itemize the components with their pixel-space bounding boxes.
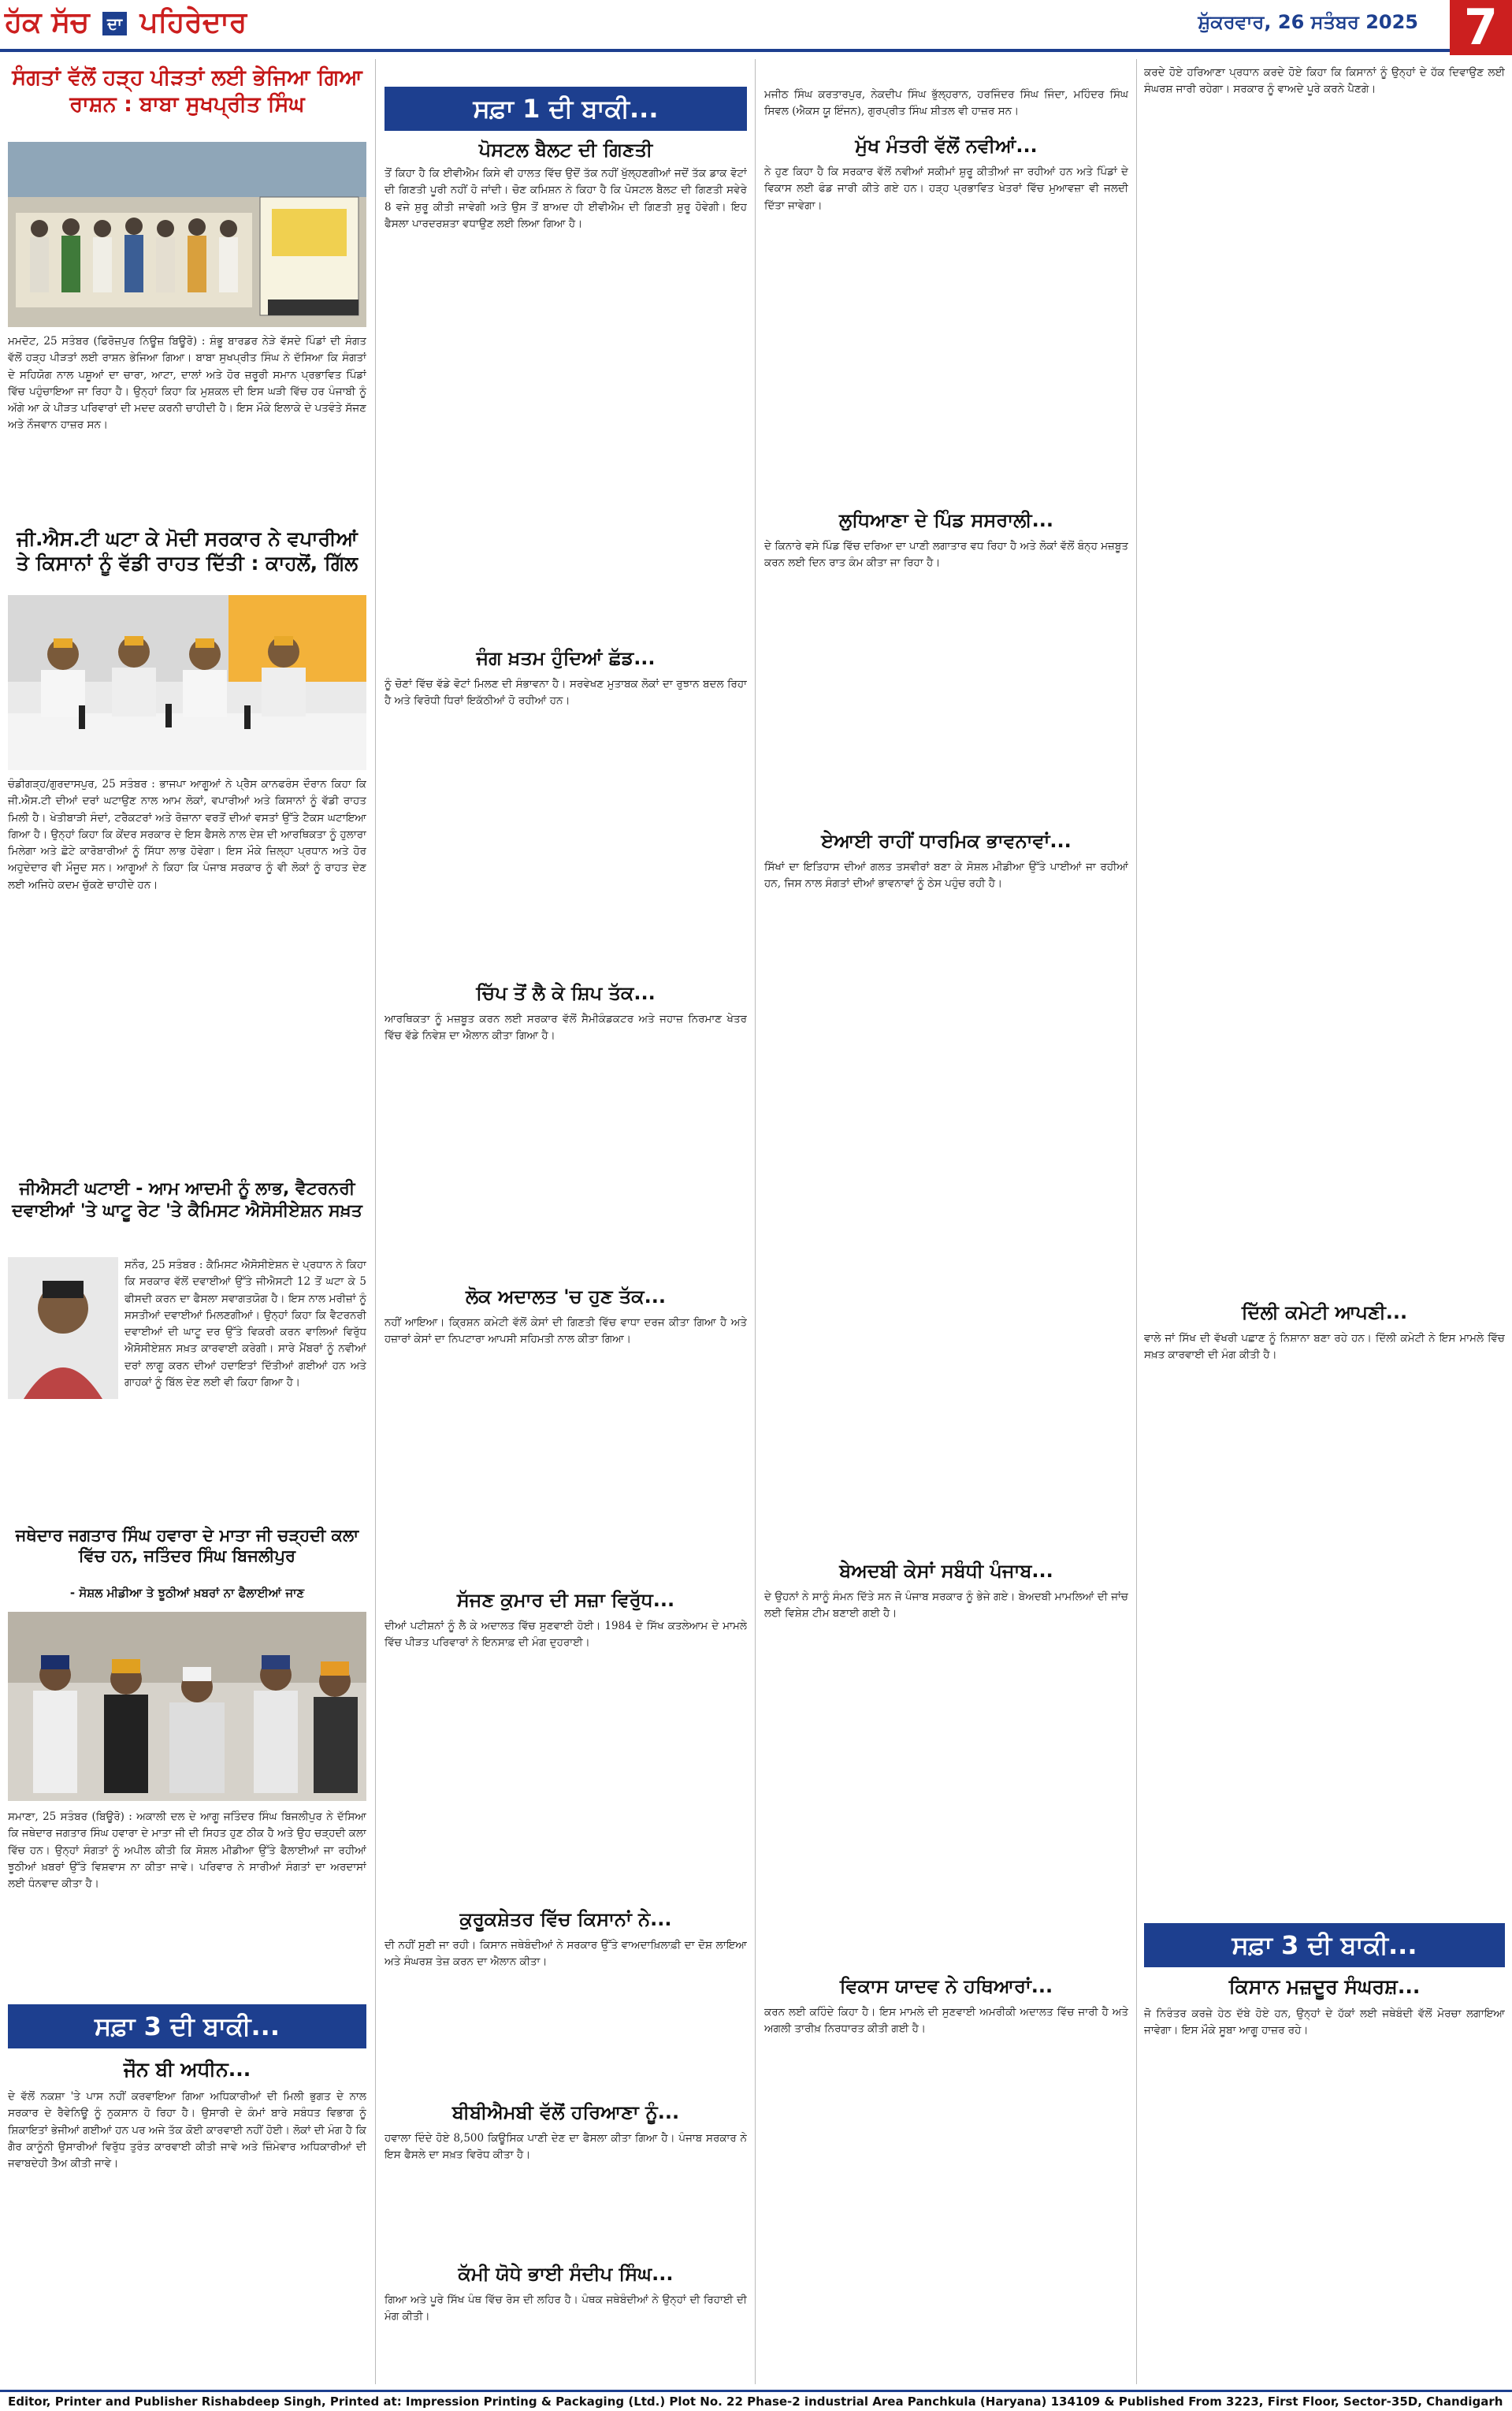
- continued-banner: ਸਫ਼ਾ 3 ਦੀ ਬਾਕੀ...: [1144, 1923, 1505, 1967]
- headline: ਸੰਗਤਾਂ ਵੱਲੋਂ ਹੜ੍ਹ ਪੀੜਤਾਂ ਲਈ ਭੇਜਿਆ ਗਿਆ ਰਾਸ਼ਨ : ਬਾਬਾ ਸੁਖਪ੍ਰੀਤ ਸਿੰਘ: [12, 65, 362, 117]
- subheadline: - ਸੋਸ਼ਲ ਮੀਡੀਆ ਤੇ ਝੂਠੀਆਂ ਖ਼ਬਰਾਂ ਨਾ ਫੈਲਾਈਆਂ ਜਾਣ: [69, 1586, 305, 1600]
- article-body: ਦੇ ਕਿਨਾਰੇ ਵਸੇ ਪਿੰਡ ਵਿੱਚ ਦਰਿਆ ਦਾ ਪਾਣੀ ਲਗਾਤਾਰ ਵਧ ਰਿਹਾ ਹੈ ਅਤੇ ਲੋਕਾਂ ਵੱਲੋਂ ਬੰਨ੍ਹ ਮਜ਼ਬੂਤ ਕਰਨ ਲਈ ਦਿਨ ਰਾਤ ਕੰਮ ਕੀਤਾ ਜਾ ਰਿਹਾ ਹੈ।: [764, 540, 1128, 570]
- headline: ਬੇਅਦਬੀ ਕੇਸਾਂ ਸਬੰਧੀ ਪੰਜਾਬ...: [839, 1560, 1053, 1582]
- headline: ਕੁਰੂਕਸ਼ੇਤਰ ਵਿੱਚ ਕਿਸਾਨਾਂ ਨੇ...: [459, 1908, 672, 1930]
- article-body: ਜੋ ਨਿਰੰਤਰ ਕਰਜ਼ੇ ਹੇਠ ਦੱਬੇ ਹੋਏ ਹਨ, ਉਨ੍ਹਾਂ ਦੇ ਹੱਕਾਂ ਲਈ ਜਥੇਬੰਦੀ ਵੱਲੋਂ ਮੋਰਚਾ ਲਗਾਇਆ ਜਾਵੇਗਾ। ਇਸ ਮੌਕੇ ਸੂਬਾ ਆਗੂ ਹਾਜ਼ਰ ਰਹੇ।: [1144, 2007, 1505, 2037]
- article-body: ਨੂੰ ਚੋਣਾਂ ਵਿੱਚ ਵੱਡੇ ਵੋਟਾਂ ਮਿਲਣ ਦੀ ਸੰਭਾਵਨਾ ਹੈ। ਸਰਵੇਖਣ ਮੁਤਾਬਕ ਲੋਕਾਂ ਦਾ ਰੁਝਾਨ ਬਦਲ ਰਿਹਾ ਹੈ ਅਤੇ ਵਿਰੋਧੀ ਧਿਰਾਂ ਇਕੱਠੀਆਂ ਹੋ ਰਹੀਆਂ ਹਨ।: [385, 678, 747, 708]
- newspaper-logo: [5, 5, 247, 41]
- article-body: ਸਮਾਣਾ, 25 ਸਤੰਬਰ (ਬਿਊਰੋ) : ਅਕਾਲੀ ਦਲ ਦੇ ਆਗੂ ਜਤਿੰਦਰ ਸਿੰਘ ਬਿਜਲੀਪੁਰ ਨੇ ਦੱਸਿਆ ਕਿ ਜਥੇਦਾਰ ਜਗਤਾਰ ਸਿੰਘ ਹਵਾਰਾ ਦੇ ਮਾਤਾ ਜੀ ਦੀ ਸਿਹਤ ਹੁਣ ਠੀਕ ਹੈ ਅਤੇ ਉਹ ਚੜ੍ਹਦੀ ਕਲਾ ਵਿੱਚ ਹਨ। ਉਨ੍ਹਾਂ ਸੰਗਤਾਂ ਨੂੰ ਅਪੀਲ ਕੀਤੀ ਕਿ ਸੋਸ਼ਲ ਮੀਡੀਆ ਉੱਤੇ ਫੈਲਾਈਆਂ ਜਾ ਰਹੀਆਂ ਝੂਠੀਆਂ ਖ਼ਬਰਾਂ ਉੱਤੇ ਵਿਸ਼ਵਾਸ ਨਾ ਕੀਤਾ ਜਾਵੇ। ਪਰਿਵਾਰ ਨੇ ਸਾਰੀਆਂ ਸੰਗਤਾਂ ਦਾ ਅਰਦਾਸਾਂ ਲਈ ਧੰਨਵਾਦ ਕੀਤਾ ਹੈ।: [8, 1810, 366, 1891]
- logo-text-2: ਦਾ: [102, 12, 127, 35]
- column-divider: [755, 59, 756, 2384]
- imprint-footer: Editor, Printer and Publisher Rishabdeep Singh, Printed at: Impression Printing & Packaging (Ltd.) Plot No. 22 Phase-2 industrial Area Panchkula (Haryana) 134109 & Published From 3223, First Floor, Sector-35D, Chandigarh: [0, 2390, 1512, 2411]
- article-body: ਸਨੌਰ, 25 ਸਤੰਬਰ : ਕੈਮਿਸਟ ਐਸੋਸੀਏਸ਼ਨ ਦੇ ਪ੍ਰਧਾਨ ਨੇ ਕਿਹਾ ਕਿ ਸਰਕਾਰ ਵੱਲੋਂ ਦਵਾਈਆਂ ਉੱਤੇ ਜੀਐਸਟੀ 12 ਤੋਂ ਘਟਾ ਕੇ 5 ਫੀਸਦੀ ਕਰਨ ਦਾ ਫੈਸਲਾ ਸਵਾਗਤਯੋਗ ਹੈ। ਇਸ ਨਾਲ ਮਰੀਜ਼ਾਂ ਨੂੰ ਸਸਤੀਆਂ ਦਵਾਈਆਂ ਮਿਲਣਗੀਆਂ। ਉਨ੍ਹਾਂ ਕਿਹਾ ਕਿ ਵੈਟਰਨਰੀ ਦਵਾਈਆਂ ਦੀ ਘਾਟੂ ਦਰ ਉੱਤੇ ਵਿਕਰੀ ਕਰਨ ਵਾਲਿਆਂ ਵਿਰੁੱਧ ਐਸੋਸੀਏਸ਼ਨ ਸਖ਼ਤ ਕਾਰਵਾਈ ਕਰੇਗੀ। ਸਾਰੇ ਮੈਂਬਰਾਂ ਨੂੰ ਨਵੀਆਂ ਦਰਾਂ ਲਾਗੂ ਕਰਨ ਦੀਆਂ ਹਦਾਇਤਾਂ ਦਿੱਤੀਆਂ ਗਈਆਂ ਹਨ ਅਤੇ ਗਾਹਕਾਂ ਨੂੰ ਬਿੱਲ ਦੇਣ ਲਈ ਵੀ ਕਿਹਾ ਗਿਆ ਹੈ।: [124, 1259, 366, 1390]
- logo-text-1: ਹੱਕ ਸੱਚ: [5, 6, 90, 39]
- article-body: ਦੀ ਨਹੀਂ ਸੁਣੀ ਜਾ ਰਹੀ। ਕਿਸਾਨ ਜਥੇਬੰਦੀਆਂ ਨੇ ਸਰਕਾਰ ਉੱਤੇ ਵਾਅਦਾਖ਼ਿਲਾਫ਼ੀ ਦਾ ਦੋਸ਼ ਲਾਇਆ ਅਤੇ ਸੰਘਰਸ਼ ਤੇਜ਼ ਕਰਨ ਦਾ ਐਲਾਨ ਕੀਤਾ।: [385, 1939, 747, 1969]
- continued-banner: ਸਫ਼ਾ 3 ਦੀ ਬਾਕੀ...: [8, 2004, 366, 2048]
- article-body: ਦੀਆਂ ਪਟੀਸ਼ਨਾਂ ਨੂੰ ਲੈ ਕੇ ਅਦਾਲਤ ਵਿੱਚ ਸੁਣਵਾਈ ਹੋਈ। 1984 ਦੇ ਸਿੱਖ ਕਤਲੇਆਮ ਦੇ ਮਾਮਲੇ ਵਿੱਚ ਪੀੜਤ ਪਰਿਵਾਰਾਂ ਨੇ ਇਨਸਾਫ਼ ਦੀ ਮੰਗ ਦੁਹਰਾਈ।: [385, 1620, 747, 1650]
- logo-text-3: ਪਹਿਰੇਦਾਰ: [139, 6, 247, 39]
- article-body: ਵਾਲੇ ਜਾਂ ਸਿੱਖ ਦੀ ਵੱਖਰੀ ਪਛਾਣ ਨੂੰ ਨਿਸ਼ਾਨਾ ਬਣਾ ਰਹੇ ਹਨ। ਦਿੱਲੀ ਕਮੇਟੀ ਨੇ ਇਸ ਮਾਮਲੇ ਵਿੱਚ ਸਖ਼ਤ ਕਾਰਵਾਈ ਦੀ ਮੰਗ ਕੀਤੀ ਹੈ।: [1144, 1332, 1505, 1362]
- masthead: [0, 0, 1512, 56]
- headline: ਚਿੱਪ ਤੋਂ ਲੈ ਕੇ ਸ਼ਿਪ ਤੱਕ...: [476, 982, 656, 1004]
- headline: ਲੋਕ ਅਦਾਲਤ 'ਚ ਹੁਣ ਤੱਕ...: [466, 1285, 666, 1308]
- continued-banner: ਸਫ਼ਾ 1 ਦੀ ਬਾਕੀ...: [385, 87, 747, 131]
- photo-relief-van: [8, 142, 366, 327]
- headline: ਜਥੇਦਾਰ ਜਗਤਾਰ ਸਿੰਘ ਹਵਾਰਾ ਦੇ ਮਾਤਾ ਜੀ ਚੜ੍ਹਦੀ ਕਲਾ ਵਿੱਚ ਹਨ, ਜਤਿੰਦਰ ਸਿੰਘ ਬਿਜਲੀਪੁਰ: [15, 1526, 359, 1566]
- headline: ਬੀਬੀਐਮਬੀ ਵੱਲੋਂ ਹਰਿਆਣਾ ਨੂੰ...: [451, 2101, 680, 2123]
- headline: ਲੁਧਿਆਣਾ ਦੇ ਪਿੰਡ ਸਸਰਾਲੀ...: [839, 509, 1053, 531]
- article-body: ਕਰਦੇ ਹੋਏ ਹਰਿਆਣਾ ਪ੍ਰਧਾਨ ਕਰਦੇ ਹੋਏ ਕਿਹਾ ਕਿ ਕਿਸਾਨਾਂ ਨੂੰ ਉਨ੍ਹਾਂ ਦੇ ਹੱਕ ਦਿਵਾਉਣ ਲਈ ਸੰਘਰਸ਼ ਜਾਰੀ ਰਹੇਗਾ। ਸਰਕਾਰ ਨੂੰ ਵਾਅਦੇ ਪੂਰੇ ਕਰਨੇ ਪੈਣਗੇ।: [1144, 66, 1505, 96]
- headline: ਜੀਐਸਟੀ ਘਟਾਈ - ਆਮ ਆਦਮੀ ਨੂੰ ਲਾਭ, ਵੈਟਰਨਰੀ ਦਵਾਈਆਂ 'ਤੇ ਘਾਟੂ ਰੇਟ 'ਤੇ ਕੈਮਿਸਟ ਐਸੋਸੀਏਸ਼ਨ ਸਖ਼ਤ: [12, 1179, 362, 1221]
- headline: ਵਿਕਾਸ ਯਾਦਵ ਨੇ ਹਥਿਆਰਾਂ...: [839, 1975, 1053, 1997]
- article-body: ਕਰਨ ਲਈ ਕਹਿੰਦੇ ਕਿਹਾ ਹੈ। ਇਸ ਮਾਮਲੇ ਦੀ ਸੁਣਵਾਈ ਅਮਰੀਕੀ ਅਦਾਲਤ ਵਿੱਚ ਜਾਰੀ ਹੈ ਅਤੇ ਅਗਲੀ ਤਾਰੀਖ਼ ਨਿਰਧਾਰਤ ਕੀਤੀ ਗਈ ਹੈ।: [764, 2006, 1128, 2036]
- article-body: ਨੇ ਹੁਣ ਕਿਹਾ ਹੈ ਕਿ ਸਰਕਾਰ ਵੱਲੋਂ ਨਵੀਆਂ ਸਕੀਮਾਂ ਸ਼ੁਰੂ ਕੀਤੀਆਂ ਜਾ ਰਹੀਆਂ ਹਨ ਅਤੇ ਪਿੰਡਾਂ ਦੇ ਵਿਕਾਸ ਲਈ ਫੰਡ ਜਾਰੀ ਕੀਤੇ ਗਏ ਹਨ। ਹੜ੍ਹ ਪ੍ਰਭਾਵਿਤ ਖੇਤਰਾਂ ਵਿੱਚ ਮੁਆਵਜ਼ਾ ਵੀ ਜਲਦੀ ਦਿੱਤਾ ਜਾਵੇਗਾ।: [764, 166, 1128, 212]
- column-divider: [375, 59, 376, 2384]
- headline: ਜੰਗ ਖ਼ਤਮ ਹੁੰਦਿਆਂ ਛੱਡ...: [476, 647, 656, 669]
- headline: ਪੋਸਟਲ ਬੈਲਟ ਦੀ ਗਿਣਤੀ: [478, 139, 653, 161]
- article-body: ਨਹੀਂ ਆਇਆ। ਕ੍ਰਿਸ਼ਨ ਕਮੇਟੀ ਵੱਲੋਂ ਕੇਸਾਂ ਦੀ ਗਿਣਤੀ ਵਿੱਚ ਵਾਧਾ ਦਰਜ ਕੀਤਾ ਗਿਆ ਹੈ ਅਤੇ ਹਜ਼ਾਰਾਂ ਕੇਸਾਂ ਦਾ ਨਿਪਟਾਰਾ ਆਪਸੀ ਸਹਿਮਤੀ ਨਾਲ ਕੀਤਾ ਗਿਆ।: [385, 1316, 747, 1346]
- headline: ਕੱਮੀ ਯੋਧੇ ਭਾਈ ਸੰਦੀਪ ਸਿੰਘ...: [458, 2263, 674, 2285]
- article-body: ਚੰਡੀਗੜ੍ਹ/ਗੁਰਦਾਸਪੁਰ, 25 ਸਤੰਬਰ : ਭਾਜਪਾ ਆਗੂਆਂ ਨੇ ਪ੍ਰੈਸ ਕਾਨਫਰੰਸ ਦੌਰਾਨ ਕਿਹਾ ਕਿ ਜੀ.ਐਸ.ਟੀ ਦੀਆਂ ਦਰਾਂ ਘਟਾਉਣ ਨਾਲ ਆਮ ਲੋਕਾਂ, ਵਪਾਰੀਆਂ ਅਤੇ ਕਿਸਾਨਾਂ ਨੂੰ ਵੱਡੀ ਰਾਹਤ ਮਿਲੀ ਹੈ। ਖੇਤੀਬਾੜੀ ਸੰਦਾਂ, ਟਰੈਕਟਰਾਂ ਅਤੇ ਰੋਜ਼ਾਨਾ ਵਰਤੋਂ ਦੀਆਂ ਵਸਤਾਂ ਉੱਤੇ ਟੈਕਸ ਘਟਾਇਆ ਗਿਆ ਹੈ। ਉਨ੍ਹਾਂ ਕਿਹਾ ਕਿ ਕੇਂਦਰ ਸਰਕਾਰ ਦੇ ਇਸ ਫੈਸਲੇ ਨਾਲ ਦੇਸ਼ ਦੀ ਆਰਥਿਕਤਾ ਨੂੰ ਹੁਲਾਰਾ ਮਿਲੇਗਾ ਅਤੇ ਛੋਟੇ ਕਾਰੋਬਾਰੀਆਂ ਨੂੰ ਸਿੱਧਾ ਲਾਭ ਹੋਵੇਗਾ। ਇਸ ਮੌਕੇ ਜ਼ਿਲ੍ਹਾ ਪ੍ਰਧਾਨ ਅਤੇ ਹੋਰ ਅਹੁਦੇਦਾਰ ਵੀ ਮੌਜੂਦ ਸਨ। ਆਗੂਆਂ ਨੇ ਕਿਹਾ ਕਿ ਪੰਜਾਬ ਸਰਕਾਰ ਨੂੰ ਵੀ ਲੋਕਾਂ ਨੂੰ ਰਾਹਤ ਦੇਣ ਲਈ ਅਜਿਹੇ ਕਦਮ ਚੁੱਕਣੇ ਚਾਹੀਦੇ ਹਨ।: [8, 778, 366, 891]
- headline: ਏਆਈ ਰਾਹੀਂ ਧਾਰਮਿਕ ਭਾਵਨਾਵਾਂ...: [821, 830, 1072, 852]
- headline: ਜੌਨ ਬੀ ਅਧੀਨ...: [123, 2058, 251, 2081]
- headline: ਜੀ.ਐਸ.ਟੀ ਘਟਾ ਕੇ ਮੋਦੀ ਸਰਕਾਰ ਨੇ ਵਪਾਰੀਆਂ ਤੇ ਕਿਸਾਨਾਂ ਨੂੰ ਵੱਡੀ ਰਾਹਤ ਦਿੱਤੀ : ਕਾਹਲੋਂ, ਗਿੱਲ: [16, 527, 358, 575]
- article-body: ਹਵਾਲਾ ਦਿੰਦੇ ਹੋਏ 8,500 ਕਿਊਸਿਕ ਪਾਣੀ ਦੇਣ ਦਾ ਫੈਸਲਾ ਕੀਤਾ ਗਿਆ ਹੈ। ਪੰਜਾਬ ਸਰਕਾਰ ਨੇ ਇਸ ਫੈਸਲੇ ਦਾ ਸਖ਼ਤ ਵਿਰੋਧ ਕੀਤਾ ਹੈ।: [385, 2132, 747, 2162]
- photo-visit: [8, 1612, 366, 1801]
- masthead-rule: [0, 49, 1450, 52]
- article-body: ਦੇ ਵੱਲੋਂ ਨਕਸ਼ਾ 'ਤੇ ਪਾਸ ਨਹੀਂ ਕਰਵਾਇਆ ਗਿਆ ਅਧਿਕਾਰੀਆਂ ਦੀ ਮਿਲੀ ਭੁਗਤ ਦੇ ਨਾਲ ਸਰਕਾਰ ਦੇ ਰੈਵੇਨਿਊ ਨੂੰ ਨੁਕਸਾਨ ਹੋ ਰਿਹਾ ਹੈ। ਉਸਾਰੀ ਦੇ ਕੰਮਾਂ ਬਾਰੇ ਸਬੰਧਤ ਵਿਭਾਗ ਨੂੰ ਸ਼ਿਕਾਇਤਾਂ ਭੇਜੀਆਂ ਗਈਆਂ ਹਨ ਪਰ ਅਜੇ ਤੱਕ ਕੋਈ ਕਾਰਵਾਈ ਨਹੀਂ ਹੋਈ। ਲੋਕਾਂ ਦੀ ਮੰਗ ਹੈ ਕਿ ਗੈਰ ਕਾਨੂੰਨੀ ਉਸਾਰੀਆਂ ਵਿਰੁੱਧ ਤੁਰੰਤ ਕਾਰਵਾਈ ਕੀਤੀ ਜਾਵੇ ਅਤੇ ਜ਼ਿੰਮੇਵਾਰ ਅਧਿਕਾਰੀਆਂ ਦੀ ਜਵਾਬਦੇਹੀ ਤੈਅ ਕੀਤੀ ਜਾਵੇ।: [8, 2090, 366, 2171]
- headline: ਦਿੱਲੀ ਕਮੇਟੀ ਆਪਣੀ...: [1241, 1301, 1408, 1323]
- article-body: ਗਿਆ ਅਤੇ ਪੂਰੇ ਸਿੱਖ ਪੰਥ ਵਿੱਚ ਰੋਸ ਦੀ ਲਹਿਰ ਹੈ। ਪੰਥਕ ਜਥੇਬੰਦੀਆਂ ਨੇ ਉਨ੍ਹਾਂ ਦੀ ਰਿਹਾਈ ਦੀ ਮੰਗ ਕੀਤੀ।: [385, 2294, 747, 2324]
- headline: ਮੁੱਖ ਮੰਤਰੀ ਵੱਲੋਂ ਨਵੀਆਂ...: [855, 135, 1038, 157]
- photo-press-conference: [8, 595, 366, 770]
- column-divider: [1136, 59, 1137, 2384]
- article-body: ਮਜੀਠ ਸਿੰਘ ਕਰਤਾਰਪੁਰ, ਨੇਕਦੀਪ ਸਿੰਘ ਭੁੱਲ੍ਹਰਾਨ, ਹਰਜਿੰਦਰ ਸਿੰਘ ਜਿੰਦਾ, ਮਹਿੰਦਰ ਸਿੰਘ ਸਿਵਲ (ਐਕਸ ਯੂ ਇੰਜਨ), ਗੁਰਪ੍ਰੀਤ ਸਿੰਘ ਸ਼ੀਤਲ ਵੀ ਹਾਜ਼ਰ ਸਨ।: [764, 88, 1128, 118]
- headline: ਸੱਜਣ ਕੁਮਾਰ ਦੀ ਸਜ਼ਾ ਵਿਰੁੱਧ...: [456, 1589, 675, 1611]
- page-number: 7: [1450, 0, 1512, 55]
- article-body: ਦੇ ਉਹਨਾਂ ਨੇ ਸਾਨੂੰ ਸੰਮਨ ਦਿੱਤੇ ਸਨ ਜੋ ਪੰਜਾਬ ਸਰਕਾਰ ਨੂੰ ਭੇਜੇ ਗਏ। ਬੇਅਦਬੀ ਮਾਮਲਿਆਂ ਦੀ ਜਾਂਚ ਲਈ ਵਿਸ਼ੇਸ਼ ਟੀਮ ਬਣਾਈ ਗਈ ਹੈ।: [764, 1591, 1128, 1620]
- issue-date: ਸ਼ੁੱਕਰਵਾਰ, 26 ਸਤੰਬਰ 2025: [1198, 11, 1418, 33]
- article-body: ਆਰਥਿਕਤਾ ਨੂੰ ਮਜ਼ਬੂਤ ਕਰਨ ਲਈ ਸਰਕਾਰ ਵੱਲੋਂ ਸੈਮੀਕੰਡਕਟਰ ਅਤੇ ਜਹਾਜ਼ ਨਿਰਮਾਣ ਖੇਤਰ ਵਿੱਚ ਵੱਡੇ ਨਿਵੇਸ਼ ਦਾ ਐਲਾਨ ਕੀਤਾ ਗਿਆ ਹੈ।: [385, 1013, 747, 1043]
- article-body: ਸਿੱਖਾਂ ਦਾ ਇਤਿਹਾਸ ਦੀਆਂ ਗਲਤ ਤਸਵੀਰਾਂ ਬਣਾ ਕੇ ਸੋਸ਼ਲ ਮੀਡੀਆ ਉੱਤੇ ਪਾਈਆਂ ਜਾ ਰਹੀਆਂ ਹਨ, ਜਿਸ ਨਾਲ ਸੰਗਤਾਂ ਦੀਆਂ ਭਾਵਨਾਵਾਂ ਨੂੰ ਠੇਸ ਪਹੁੰਚ ਰਹੀ ਹੈ।: [764, 861, 1128, 891]
- photo-portrait: [8, 1257, 118, 1399]
- article-body: ਤੋਂ ਕਿਹਾ ਹੈ ਕਿ ਈਵੀਐਮ ਕਿਸੇ ਵੀ ਹਾਲਤ ਵਿੱਚ ਉਦੋਂ ਤੱਕ ਨਹੀਂ ਖੁੱਲ੍ਹਣਗੀਆਂ ਜਦੋਂ ਤੱਕ ਡਾਕ ਵੋਟਾਂ ਦੀ ਗਿਣਤੀ ਪੂਰੀ ਨਹੀਂ ਹੋ ਜਾਂਦੀ। ਚੋਣ ਕਮਿਸ਼ਨ ਨੇ ਕਿਹਾ ਹੈ ਕਿ ਪੋਸਟਲ ਬੈਲਟ ਦੀ ਗਿਣਤੀ ਸਵੇਰੇ 8 ਵਜੇ ਸ਼ੁਰੂ ਕੀਤੀ ਜਾਵੇਗੀ ਅਤੇ ਉਸ ਤੋਂ ਬਾਅਦ ਹੀ ਈਵੀਐਮ ਦੀ ਗਿਣਤੀ ਸ਼ੁਰੂ ਹੋਵੇਗੀ। ਇਹ ਫੈਸਲਾ ਪਾਰਦਰਸ਼ਤਾ ਵਧਾਉਣ ਲਈ ਲਿਆ ਗਿਆ ਹੈ।: [385, 167, 747, 230]
- article-body: ਮਮਦੋਟ, 25 ਸਤੰਬਰ (ਫਿਰੋਜ਼ਪੁਰ ਨਿਊਜ਼ ਬਿਊਰੋ) : ਸ਼ੰਭੂ ਬਾਰਡਰ ਨੇੜੇ ਵੱਸਦੇ ਪਿੰਡਾਂ ਦੀ ਸੰਗਤ ਵੱਲੋਂ ਹੜ੍ਹ ਪੀੜਤਾਂ ਲਈ ਰਾਸ਼ਨ ਭੇਜਿਆ ਗਿਆ। ਬਾਬਾ ਸੁਖਪ੍ਰੀਤ ਸਿੰਘ ਨੇ ਦੱਸਿਆ ਕਿ ਸੰਗਤਾਂ ਦੇ ਸਹਿਯੋਗ ਨਾਲ ਪਸ਼ੂਆਂ ਦਾ ਚਾਰਾ, ਆਟਾ, ਦਾਲਾਂ ਅਤੇ ਹੋਰ ਜ਼ਰੂਰੀ ਸਮਾਨ ਪ੍ਰਭਾਵਿਤ ਪਿੰਡਾਂ ਵਿੱਚ ਪਹੁੰਚਾਇਆ ਜਾ ਰਿਹਾ ਹੈ। ਉਨ੍ਹਾਂ ਕਿਹਾ ਕਿ ਮੁਸ਼ਕਲ ਦੀ ਇਸ ਘੜੀ ਵਿੱਚ ਹਰ ਪੰਜਾਬੀ ਨੂੰ ਅੱਗੇ ਆ ਕੇ ਪੀੜਤ ਪਰਿਵਾਰਾਂ ਦੀ ਮਦਦ ਕਰਨੀ ਚਾਹੀਦੀ ਹੈ। ਇਸ ਮੌਕੇ ਇਲਾਕੇ ਦੇ ਪਤਵੰਤੇ ਸੱਜਣ ਅਤੇ ਨੌਜਵਾਨ ਹਾਜ਼ਰ ਸਨ।: [8, 335, 366, 432]
- headline: ਕਿਸਾਨ ਮਜ਼ਦੂਰ ਸੰਘਰਸ਼...: [1228, 1975, 1421, 1998]
